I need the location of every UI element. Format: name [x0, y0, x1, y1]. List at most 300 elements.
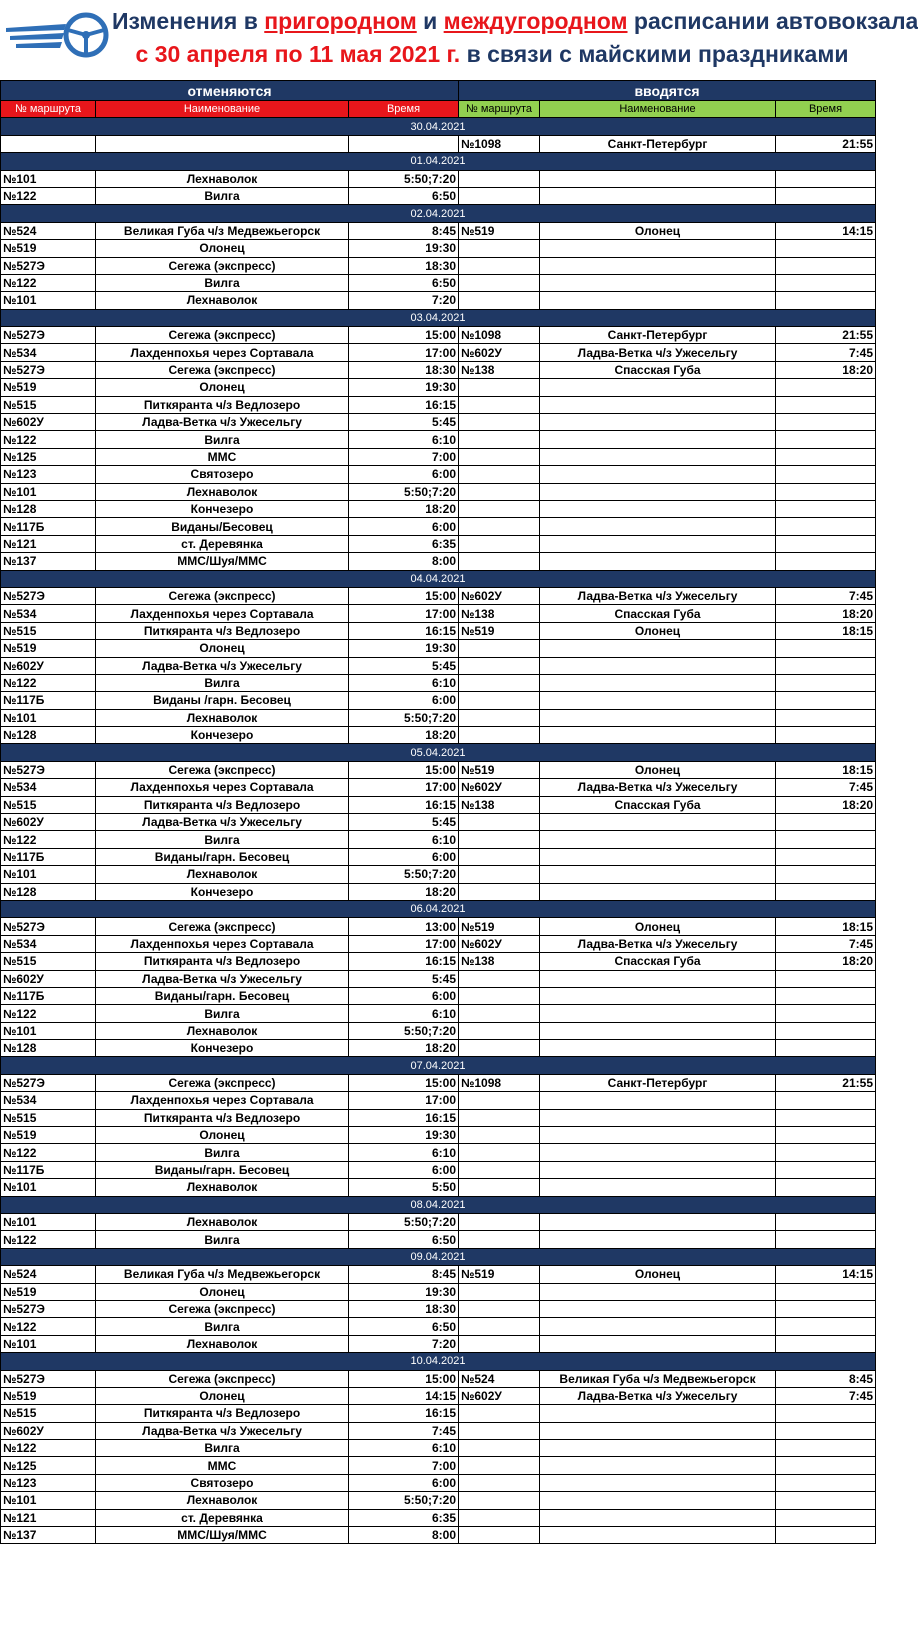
time-cancelled: 18:30 — [349, 257, 459, 274]
name-added: Спасская Губа — [540, 605, 776, 622]
route-cancelled: №602У — [1, 414, 96, 431]
table-row — [1, 622, 876, 639]
route-cancelled: №519 — [1, 379, 96, 396]
name-cancelled: ММС/Шуя/ММС — [96, 553, 349, 570]
col-route-cancelled: № маршрута — [1, 101, 96, 118]
time-added: 14:15 — [776, 222, 876, 239]
table-row — [1, 970, 876, 987]
time-added — [776, 657, 876, 674]
date-row — [1, 1196, 876, 1213]
table-row — [1, 709, 876, 726]
name-added — [540, 483, 776, 500]
time-cancelled: 15:00 — [349, 1370, 459, 1387]
route-added: №602У — [459, 935, 540, 952]
time-cancelled: 5:50;7:20 — [349, 170, 459, 187]
route-cancelled: №527Э — [1, 327, 96, 344]
route-cancelled: №101 — [1, 866, 96, 883]
table-row — [1, 1074, 876, 1091]
table-row — [1, 361, 876, 378]
name-added: Санкт-Петербург — [540, 327, 776, 344]
route-added: №519 — [459, 761, 540, 778]
route-cancelled: №602У — [1, 1422, 96, 1439]
route-cancelled: №101 — [1, 1492, 96, 1509]
route-cancelled: №527Э — [1, 1074, 96, 1091]
route-added — [459, 1040, 540, 1057]
name-cancelled: ст. Деревянка — [96, 1509, 349, 1526]
time-cancelled: 5:50 — [349, 1179, 459, 1196]
route-cancelled: №123 — [1, 1474, 96, 1491]
name-cancelled: Олонец — [96, 240, 349, 257]
time-added — [776, 674, 876, 691]
name-cancelled: Вилга — [96, 1231, 349, 1248]
time-added: 7:45 — [776, 344, 876, 361]
page-title-line-1: Изменения в пригородном и междугородном расписании автовокзала — [112, 8, 918, 34]
name-cancelled: Сегежа (экспресс) — [96, 327, 349, 344]
route-added: №138 — [459, 953, 540, 970]
time-added — [776, 1022, 876, 1039]
time-added: 18:20 — [776, 796, 876, 813]
time-added — [776, 1161, 876, 1178]
table-row — [1, 1022, 876, 1039]
column-header-row — [1, 101, 876, 118]
time-cancelled: 5:50;7:20 — [349, 709, 459, 726]
route-cancelled: №122 — [1, 1005, 96, 1022]
table-row — [1, 1370, 876, 1387]
name-added — [540, 727, 776, 744]
table-row — [1, 1318, 876, 1335]
name-added — [540, 274, 776, 291]
name-added — [540, 674, 776, 691]
time-added — [776, 1509, 876, 1526]
date-row — [1, 900, 876, 917]
route-cancelled: №534 — [1, 1092, 96, 1109]
name-added — [540, 1509, 776, 1526]
date-label: 09.04.2021 — [1, 1248, 876, 1265]
route-added — [459, 396, 540, 413]
table-row — [1, 674, 876, 691]
name-added — [540, 553, 776, 570]
time-added — [776, 970, 876, 987]
route-cancelled: №101 — [1, 292, 96, 309]
time-cancelled: 19:30 — [349, 1127, 459, 1144]
time-added — [776, 1405, 876, 1422]
route-added — [459, 1161, 540, 1178]
time-added — [776, 848, 876, 865]
time-cancelled: 5:45 — [349, 657, 459, 674]
table-row — [1, 535, 876, 552]
name-added — [540, 883, 776, 900]
route-cancelled: №519 — [1, 240, 96, 257]
name-cancelled: Великая Губа ч/з Медвежьегорск — [96, 1266, 349, 1283]
name-added — [540, 709, 776, 726]
name-added — [540, 240, 776, 257]
name-cancelled: Лехнаволок — [96, 170, 349, 187]
time-cancelled: 6:10 — [349, 1144, 459, 1161]
table-row — [1, 1161, 876, 1178]
table-row — [1, 1127, 876, 1144]
route-cancelled: №602У — [1, 814, 96, 831]
name-added: Олонец — [540, 918, 776, 935]
time-cancelled: 6:00 — [349, 518, 459, 535]
name-cancelled: Святозеро — [96, 1474, 349, 1491]
time-cancelled: 6:00 — [349, 848, 459, 865]
route-added: №138 — [459, 605, 540, 622]
name-cancelled: Лехнаволок — [96, 1335, 349, 1352]
route-added: №1098 — [459, 1074, 540, 1091]
name-added — [540, 292, 776, 309]
name-cancelled: Лехнаволок — [96, 483, 349, 500]
name-added — [540, 692, 776, 709]
name-added — [540, 1318, 776, 1335]
name-added: Ладва-Ветка ч/з Ужесельгу — [540, 344, 776, 361]
time-cancelled: 18:20 — [349, 727, 459, 744]
time-cancelled: 17:00 — [349, 605, 459, 622]
route-added — [459, 970, 540, 987]
name-added: Великая Губа ч/з Медвежьегорск — [540, 1370, 776, 1387]
route-cancelled: №101 — [1, 1335, 96, 1352]
time-added — [776, 1440, 876, 1457]
table-row — [1, 431, 876, 448]
time-added — [776, 500, 876, 517]
route-cancelled: №101 — [1, 1179, 96, 1196]
time-cancelled: 13:00 — [349, 918, 459, 935]
name-cancelled: Кончезеро — [96, 883, 349, 900]
route-cancelled: №117Б — [1, 848, 96, 865]
name-added — [540, 1005, 776, 1022]
name-added — [540, 640, 776, 657]
name-cancelled: Виданы/Бесовец — [96, 518, 349, 535]
route-cancelled: №117Б — [1, 692, 96, 709]
name-cancelled: Олонец — [96, 640, 349, 657]
date-label: 10.04.2021 — [1, 1353, 876, 1370]
time-added — [776, 883, 876, 900]
time-cancelled: 17:00 — [349, 344, 459, 361]
table-row — [1, 1214, 876, 1231]
name-added — [540, 414, 776, 431]
name-added: Олонец — [540, 761, 776, 778]
route-cancelled: №128 — [1, 883, 96, 900]
name-cancelled: Вилга — [96, 187, 349, 204]
name-cancelled: Кончезеро — [96, 727, 349, 744]
date-row — [1, 570, 876, 587]
date-label: 08.04.2021 — [1, 1196, 876, 1213]
route-added: №1098 — [459, 327, 540, 344]
name-added: Санкт-Петербург — [540, 135, 776, 152]
table-row — [1, 1457, 876, 1474]
route-cancelled: №515 — [1, 796, 96, 813]
time-added — [776, 814, 876, 831]
route-added — [459, 1457, 540, 1474]
name-added — [540, 1179, 776, 1196]
time-added — [776, 535, 876, 552]
time-cancelled: 6:00 — [349, 987, 459, 1004]
route-added — [459, 1492, 540, 1509]
table-row — [1, 1266, 876, 1283]
table-row — [1, 1492, 876, 1509]
route-added — [459, 1127, 540, 1144]
time-added — [776, 727, 876, 744]
time-added — [776, 1300, 876, 1317]
time-added: 7:45 — [776, 779, 876, 796]
name-added — [540, 1492, 776, 1509]
route-cancelled: №515 — [1, 396, 96, 413]
table-row — [1, 814, 876, 831]
route-cancelled: №515 — [1, 622, 96, 639]
time-cancelled: 6:00 — [349, 692, 459, 709]
name-cancelled: Сегежа (экспресс) — [96, 918, 349, 935]
name-cancelled: Ладва-Ветка ч/з Ужесельгу — [96, 657, 349, 674]
name-added — [540, 1474, 776, 1491]
col-name-added: Наименование — [540, 101, 776, 118]
route-added: №519 — [459, 622, 540, 639]
time-cancelled: 18:30 — [349, 361, 459, 378]
name-cancelled: Лахденпохья через Сортавала — [96, 344, 349, 361]
time-added — [776, 396, 876, 413]
route-added — [459, 240, 540, 257]
name-added: Олонец — [540, 1266, 776, 1283]
table-row — [1, 727, 876, 744]
route-added: №519 — [459, 918, 540, 935]
table-row — [1, 1474, 876, 1491]
time-added — [776, 292, 876, 309]
time-added — [776, 170, 876, 187]
name-cancelled: Вилга — [96, 1318, 349, 1335]
route-cancelled: №122 — [1, 274, 96, 291]
route-added — [459, 1318, 540, 1335]
name-cancelled: Вилга — [96, 674, 349, 691]
route-cancelled: №137 — [1, 1527, 96, 1544]
name-cancelled: Лахденпохья через Сортавала — [96, 605, 349, 622]
route-cancelled: №125 — [1, 1457, 96, 1474]
table-row — [1, 396, 876, 413]
route-cancelled: №101 — [1, 1022, 96, 1039]
time-added — [776, 187, 876, 204]
date-label: 02.04.2021 — [1, 205, 876, 222]
time-added: 18:20 — [776, 953, 876, 970]
date-label: 04.04.2021 — [1, 570, 876, 587]
name-cancelled: Вилга — [96, 274, 349, 291]
table-row — [1, 1422, 876, 1439]
name-added — [540, 170, 776, 187]
route-added: №519 — [459, 1266, 540, 1283]
time-added — [776, 483, 876, 500]
name-cancelled: Питкяранта ч/з Ведлозеро — [96, 622, 349, 639]
col-name-cancelled: Наименование — [96, 101, 349, 118]
time-cancelled: 15:00 — [349, 761, 459, 778]
table-row — [1, 1405, 876, 1422]
name-cancelled: Виданы/гарн. Бесовец — [96, 1161, 349, 1178]
date-row — [1, 153, 876, 170]
name-cancelled: Лехнаволок — [96, 1179, 349, 1196]
name-cancelled: Лахденпохья через Сортавала — [96, 935, 349, 952]
route-added — [459, 1300, 540, 1317]
name-added — [540, 187, 776, 204]
route-added — [459, 1231, 540, 1248]
route-added: №524 — [459, 1370, 540, 1387]
route-cancelled: №125 — [1, 448, 96, 465]
time-cancelled: 18:20 — [349, 883, 459, 900]
time-cancelled: 6:00 — [349, 466, 459, 483]
route-cancelled: №137 — [1, 553, 96, 570]
name-cancelled: Лехнаволок — [96, 866, 349, 883]
route-added — [459, 1335, 540, 1352]
time-cancelled: 5:50;7:20 — [349, 483, 459, 500]
name-added — [540, 1040, 776, 1057]
name-added — [540, 1231, 776, 1248]
route-cancelled: №519 — [1, 1283, 96, 1300]
page-title-line-2: с 30 апреля по 11 мая 2021 г. в связи с майскими праздниками — [135, 41, 849, 67]
route-added — [459, 1509, 540, 1526]
route-cancelled: №122 — [1, 187, 96, 204]
route-added — [459, 657, 540, 674]
table-row — [1, 344, 876, 361]
table-row — [1, 1300, 876, 1317]
time-added — [776, 1318, 876, 1335]
date-label: 30.04.2021 — [1, 118, 876, 135]
name-cancelled: Олонец — [96, 1127, 349, 1144]
time-cancelled: 19:30 — [349, 1283, 459, 1300]
table-row — [1, 866, 876, 883]
name-cancelled: Виданы /гарн. Бесовец — [96, 692, 349, 709]
route-cancelled: №117Б — [1, 1161, 96, 1178]
col-time-added: Время — [776, 101, 876, 118]
time-added — [776, 692, 876, 709]
name-added — [540, 396, 776, 413]
time-added — [776, 274, 876, 291]
route-cancelled: №122 — [1, 1231, 96, 1248]
time-cancelled: 15:00 — [349, 327, 459, 344]
route-cancelled: №117Б — [1, 518, 96, 535]
route-added — [459, 448, 540, 465]
name-added — [540, 379, 776, 396]
table-row — [1, 1092, 876, 1109]
name-added — [540, 1127, 776, 1144]
time-cancelled — [349, 135, 459, 152]
route-added — [459, 1405, 540, 1422]
route-cancelled: №128 — [1, 500, 96, 517]
name-added — [540, 1109, 776, 1126]
time-added — [776, 1127, 876, 1144]
time-added — [776, 1422, 876, 1439]
time-cancelled: 6:50 — [349, 274, 459, 291]
table-row — [1, 553, 876, 570]
route-added: №138 — [459, 796, 540, 813]
name-added — [540, 257, 776, 274]
date-row — [1, 1353, 876, 1370]
name-cancelled: Лехнаволок — [96, 292, 349, 309]
route-cancelled: №122 — [1, 431, 96, 448]
time-added: 21:55 — [776, 135, 876, 152]
name-cancelled: Ладва-Ветка ч/з Ужесельгу — [96, 414, 349, 431]
table-row — [1, 187, 876, 204]
name-added: Олонец — [540, 222, 776, 239]
name-added: Олонец — [540, 622, 776, 639]
time-added — [776, 1005, 876, 1022]
time-added — [776, 553, 876, 570]
name-cancelled: Лехнаволок — [96, 1492, 349, 1509]
time-cancelled: 8:45 — [349, 222, 459, 239]
route-cancelled: №128 — [1, 1040, 96, 1057]
time-added: 18:15 — [776, 622, 876, 639]
name-added — [540, 831, 776, 848]
time-added: 14:15 — [776, 1266, 876, 1283]
name-cancelled: Вилга — [96, 1005, 349, 1022]
time-added — [776, 709, 876, 726]
name-cancelled: Кончезеро — [96, 1040, 349, 1057]
route-cancelled: №519 — [1, 1127, 96, 1144]
route-cancelled: №121 — [1, 1509, 96, 1526]
name-cancelled: ст. Деревянка — [96, 535, 349, 552]
time-added: 21:55 — [776, 1074, 876, 1091]
time-cancelled: 14:15 — [349, 1387, 459, 1404]
table-row — [1, 1109, 876, 1126]
table-row — [1, 640, 876, 657]
time-cancelled: 8:00 — [349, 1527, 459, 1544]
route-added — [459, 1109, 540, 1126]
time-cancelled: 6:00 — [349, 1161, 459, 1178]
time-cancelled: 16:15 — [349, 1405, 459, 1422]
table-row — [1, 1527, 876, 1544]
table-row — [1, 240, 876, 257]
route-cancelled — [1, 135, 96, 152]
name-cancelled: Лахденпохья через Сортавала — [96, 1092, 349, 1109]
time-added — [776, 240, 876, 257]
table-row — [1, 448, 876, 465]
name-cancelled: ММС — [96, 1457, 349, 1474]
time-added — [776, 1474, 876, 1491]
route-added — [459, 1440, 540, 1457]
route-added: №519 — [459, 222, 540, 239]
table-row — [1, 466, 876, 483]
route-added — [459, 640, 540, 657]
name-cancelled: Сегежа (экспресс) — [96, 761, 349, 778]
name-cancelled: Питкяранта ч/з Ведлозеро — [96, 953, 349, 970]
time-added — [776, 518, 876, 535]
table-row — [1, 518, 876, 535]
name-added — [540, 1457, 776, 1474]
time-cancelled: 6:10 — [349, 831, 459, 848]
col-route-added: № маршрута — [459, 101, 540, 118]
route-added — [459, 535, 540, 552]
time-added — [776, 866, 876, 883]
time-cancelled: 16:15 — [349, 796, 459, 813]
time-cancelled: 6:35 — [349, 1509, 459, 1526]
time-cancelled: 6:00 — [349, 1474, 459, 1491]
table-row — [1, 1335, 876, 1352]
page-header — [0, 0, 918, 80]
route-added — [459, 674, 540, 691]
name-added — [540, 657, 776, 674]
name-added — [540, 987, 776, 1004]
route-cancelled: №519 — [1, 640, 96, 657]
name-added: Ладва-Ветка ч/з Ужесельгу — [540, 587, 776, 604]
name-added — [540, 848, 776, 865]
route-cancelled: №534 — [1, 935, 96, 952]
route-cancelled: №515 — [1, 1405, 96, 1422]
date-row — [1, 1248, 876, 1265]
name-cancelled: Вилга — [96, 1440, 349, 1457]
time-added — [776, 257, 876, 274]
route-added — [459, 1214, 540, 1231]
cancelled-section-title: отменяются — [1, 81, 459, 101]
name-cancelled: Питкяранта ч/з Ведлозеро — [96, 396, 349, 413]
name-cancelled: Ладва-Ветка ч/з Ужесельгу — [96, 970, 349, 987]
time-added: 7:45 — [776, 587, 876, 604]
table-row — [1, 1144, 876, 1161]
table-row — [1, 379, 876, 396]
time-added — [776, 431, 876, 448]
route-added — [459, 1022, 540, 1039]
